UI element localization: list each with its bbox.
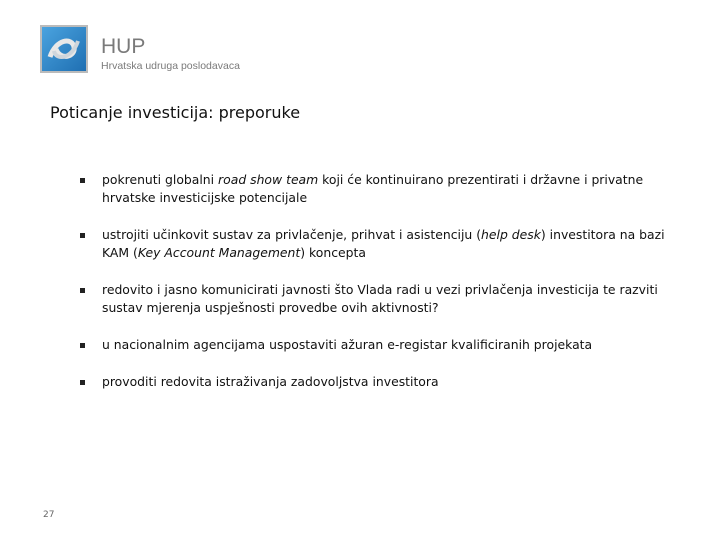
- brand-name: HUP: [101, 35, 146, 58]
- text: ustrojiti učinkovit sustav za privlačenje, prihvat i asistenciju (: [102, 227, 482, 242]
- text: ) investitora na bazi KAM (: [102, 227, 665, 260]
- text: koji će kontinuirano prezentirati i državne i privatne hrvatske investicijske potencijale: [102, 172, 644, 205]
- text: ) koncepta: [300, 245, 366, 260]
- list-item: [80, 171, 690, 207]
- bullet-icon: [80, 343, 85, 348]
- brand: [101, 36, 240, 72]
- italic-text: road show team: [218, 172, 319, 187]
- list-item: [80, 281, 690, 317]
- text: redovito i jasno komunicirati javnosti što Vlada radi u vezi privlačenja investicija te razviti sustav mjerenja uspješnosti provedbe ovih aktivnosti?: [102, 282, 658, 315]
- recommendations-list: [80, 171, 690, 410]
- list-item: [80, 226, 690, 262]
- bullet-icon: [80, 288, 85, 293]
- text: u nacionalnim agencijama uspostaviti ažuran e-registar kvalificiranih projekata: [102, 337, 593, 352]
- hup-logo-icon: [40, 25, 88, 73]
- bullet-icon: [80, 178, 85, 183]
- slide-title: Poticanje investicija: preporuke: [50, 103, 301, 122]
- text: provoditi redovita istraživanja zadovoljstva investitora: [102, 374, 439, 389]
- list-item: [80, 336, 690, 354]
- brand-subtitle: Hrvatska udruga poslodavaca: [101, 60, 240, 72]
- italic-text: help desk: [481, 227, 541, 242]
- bullet-icon: [80, 380, 85, 385]
- bullet-icon: [80, 233, 85, 238]
- list-item: [80, 373, 690, 391]
- italic-text: Key Account Management: [137, 245, 301, 260]
- page-number: 27: [43, 510, 55, 520]
- text: pokrenuti globalni: [102, 172, 219, 187]
